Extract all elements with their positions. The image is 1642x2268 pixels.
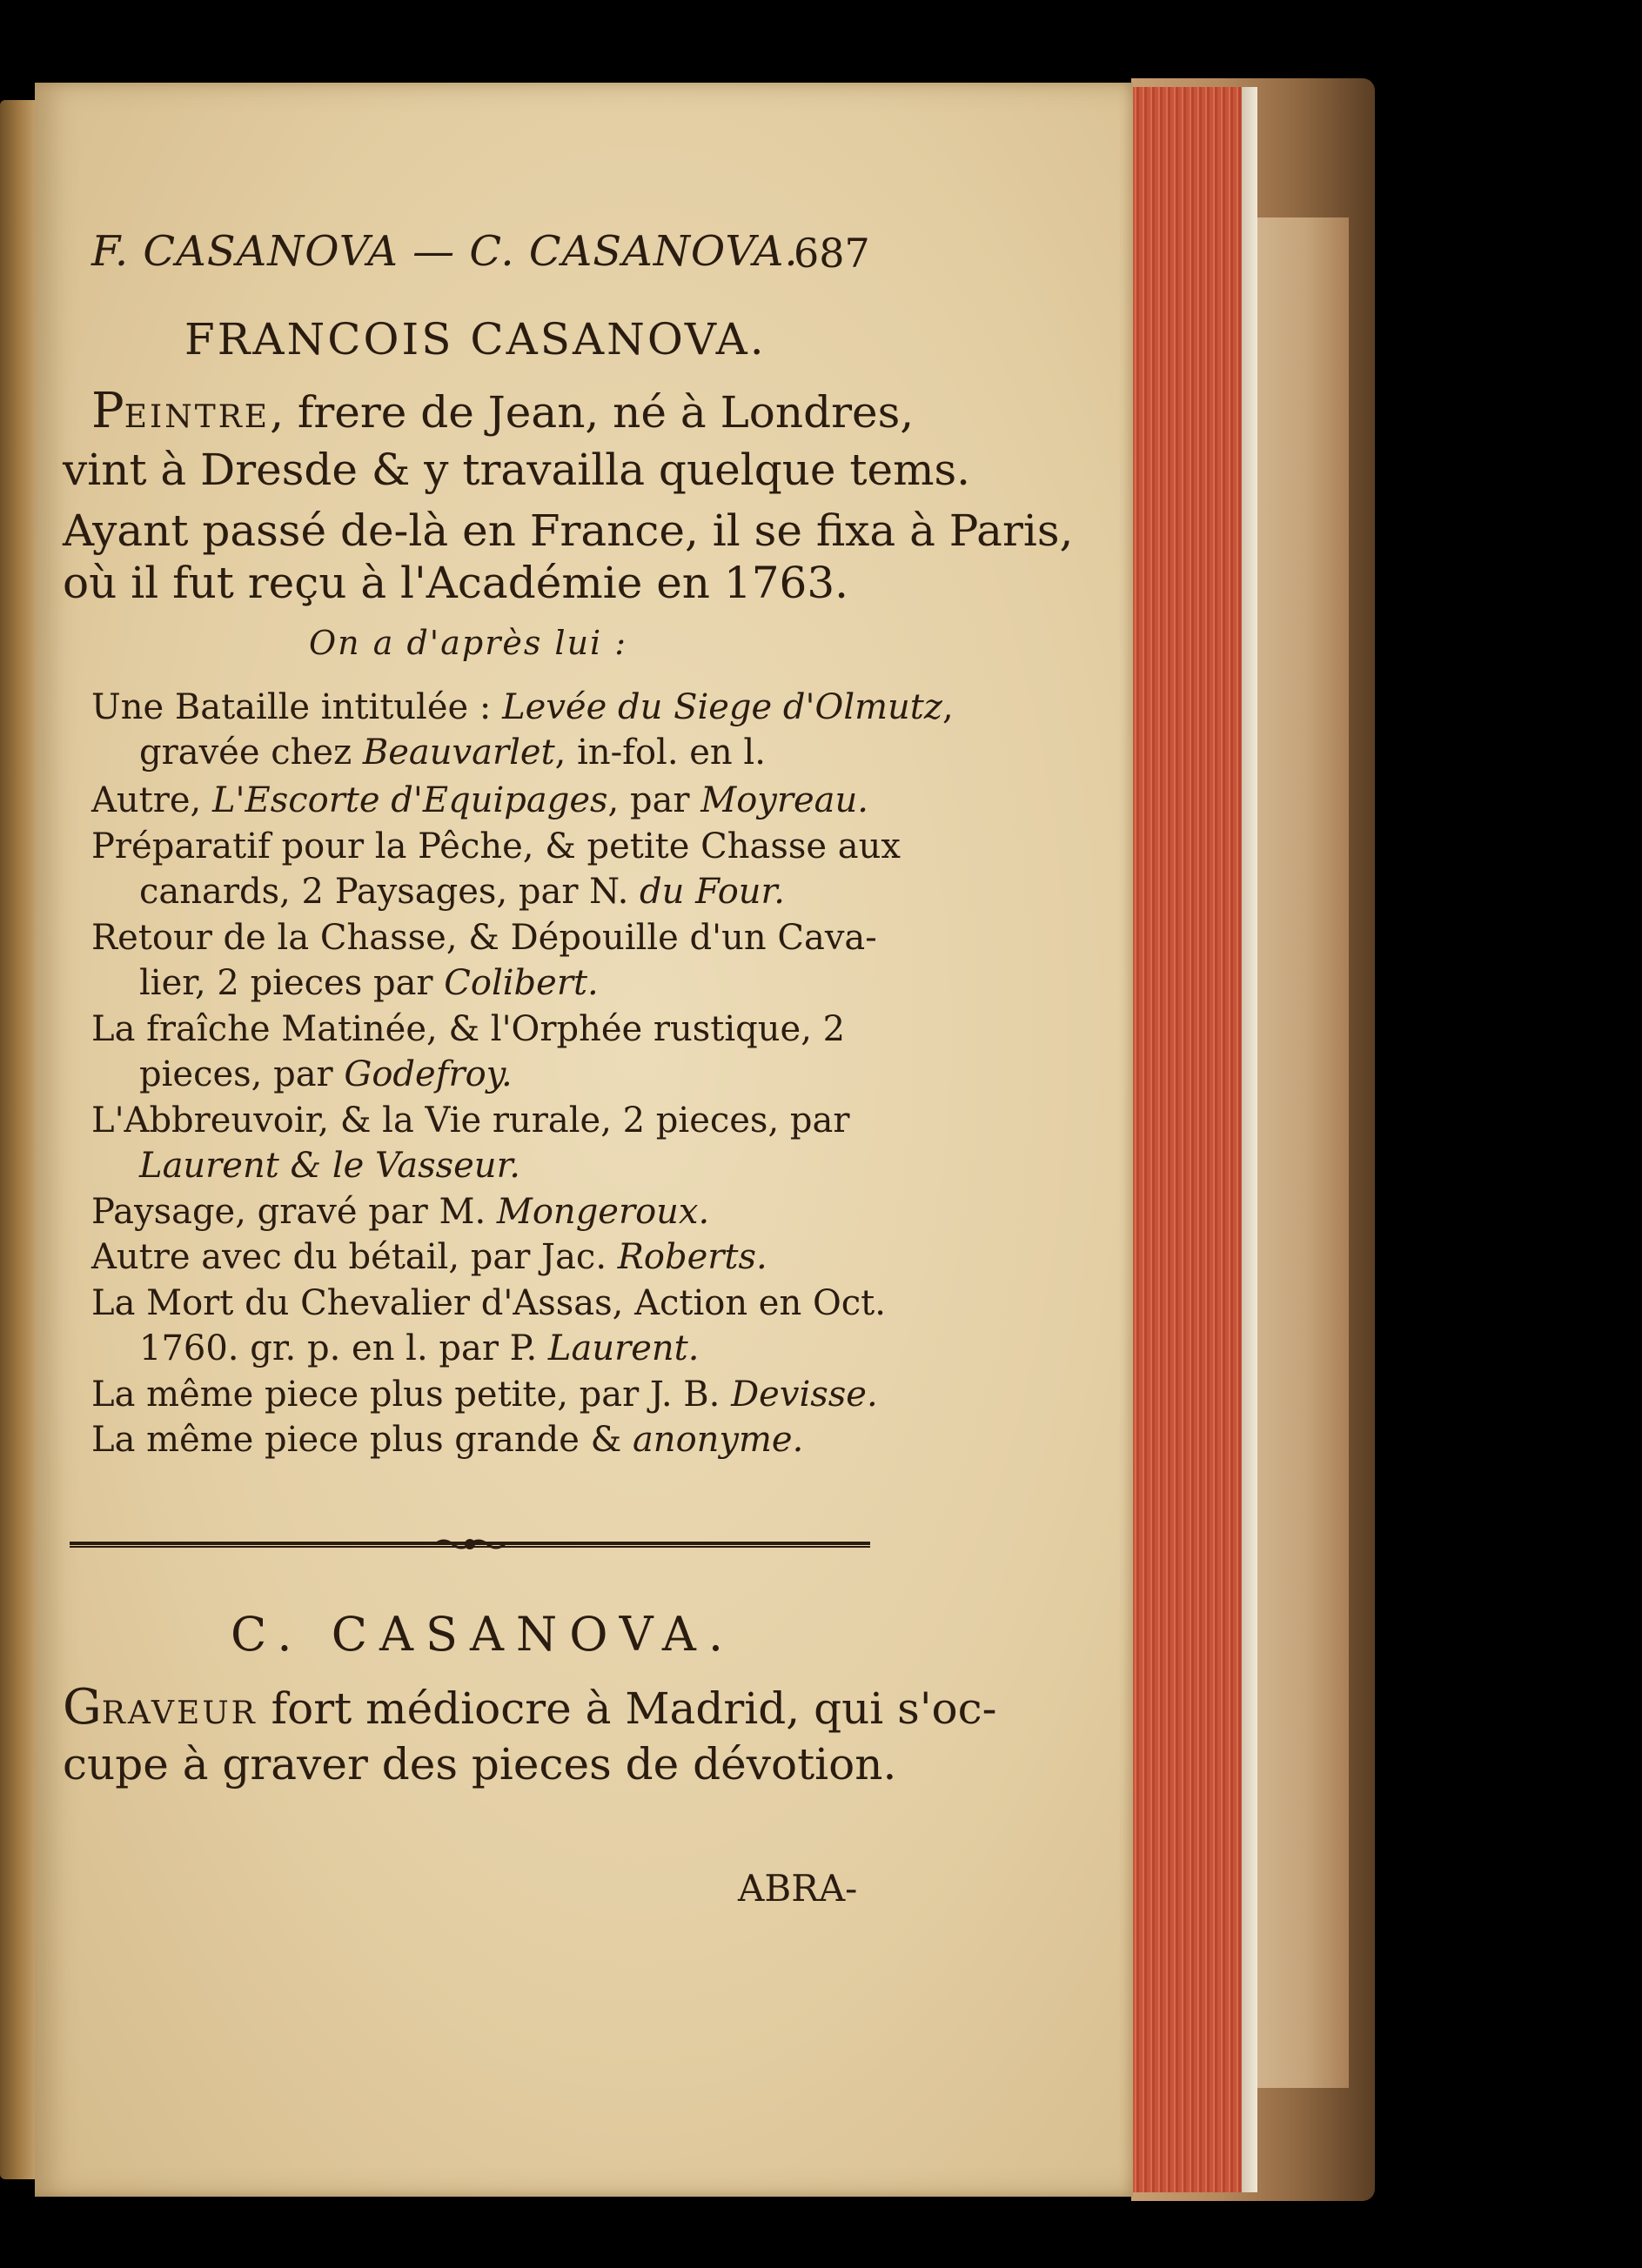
page-number: 687 (794, 230, 870, 277)
catalogue-entry: La même piece plus petite, par J. B. Devisse. (91, 1375, 878, 1415)
catalogue-entry: Laurent & le Vasseur. (139, 1146, 521, 1186)
catalogue-entry: Préparatif pour la Pêche, & petite Chasse aux (91, 826, 901, 866)
drop-cap: P (91, 383, 124, 439)
paragraph-line: vint à Dresde & y travailla quelque tems. (63, 445, 971, 495)
catalogue-entry: gravée chez Beauvarlet, in-fol. en l. (139, 733, 766, 773)
page-edges (1131, 87, 1257, 2192)
ornamental-divider (70, 1537, 870, 1551)
catalogue-entry: L'Abbreuvoir, & la Vie rurale, 2 pieces, par (91, 1101, 850, 1141)
catalogue-entry: Une Bataille intitulée : Levée du Siege d'Olmutz, (91, 687, 954, 727)
catalogue-entry: lier, 2 pieces par Colibert. (139, 963, 599, 1003)
paragraph-line: où il fut reçu à l'Académie en 1763. (63, 558, 849, 608)
paragraph-line: cupe à graver des pieces de dévotion. (63, 1739, 897, 1790)
catalogue-entry: Autre, L'Escorte d'Equipages, par Moyreau. (91, 780, 869, 820)
catalogue-entry: Autre avec du bétail, par Jac. Roberts. (91, 1237, 767, 1277)
catalogue-entry: La Mort du Chevalier d'Assas, Action en Oct. (91, 1283, 886, 1323)
catalogue-entry: Paysage, gravé par M. Mongeroux. (91, 1192, 710, 1232)
cover-strip (1244, 217, 1349, 2088)
subheading: On a d'après lui : (309, 624, 628, 662)
catalogue-entry: 1760. gr. p. en l. par P. Laurent. (139, 1328, 700, 1368)
left-page-edge (0, 100, 39, 2179)
running-head: F. CASANOVA — C. CASANOVA. (91, 227, 799, 276)
paragraph-line: GRAVEUR fort médiocre à Madrid, qui s'oc- (63, 1679, 997, 1736)
small-caps-word: RAVEUR (101, 1696, 258, 1731)
catalogue-entry: La même piece plus grande & anonyme. (91, 1420, 804, 1460)
small-caps-word: EINTRE (124, 399, 271, 435)
catchword: ABRA- (738, 1867, 858, 1910)
catalogue-entry: Retour de la Chasse, & Dépouille d'un Cava- (91, 918, 877, 958)
paragraph-line: PEINTRE, frere de Jean, né à Londres, (91, 383, 915, 439)
catalogue-entry: pieces, par Godefroy. (139, 1054, 513, 1094)
drop-cap: G (63, 1679, 102, 1736)
catalogue-entry: canards, 2 Paysages, par N. du Four. (139, 872, 785, 912)
paragraph-line: Ayant passé de-là en France, il se fixa à Paris, (63, 505, 1074, 556)
section-title-francois: FRANCOIS CASANOVA. (184, 314, 767, 365)
catalogue-entry: La fraîche Matinée, & l'Orphée rustique, 2 (91, 1009, 846, 1049)
section-title-c-casanova: C. CASANOVA. (231, 1607, 736, 1662)
